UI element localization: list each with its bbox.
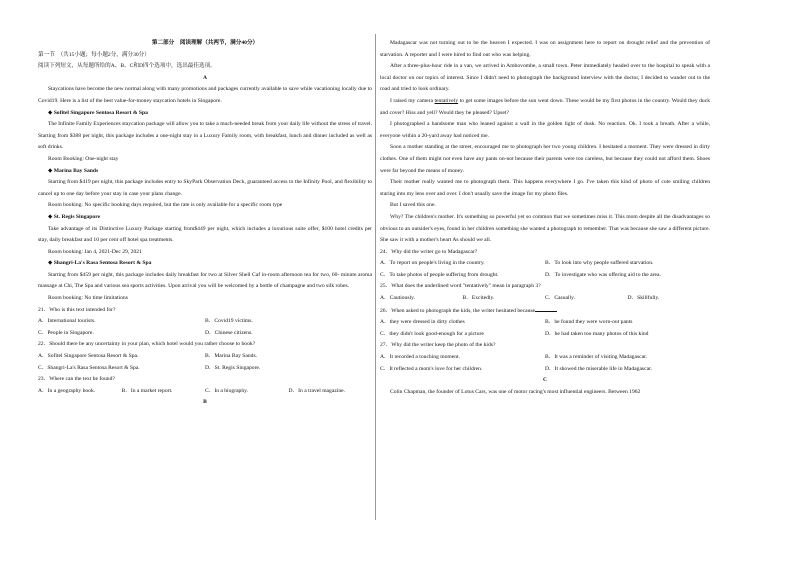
- option: A．In a geography book.: [38, 387, 96, 394]
- option: A．To report on people's living in the country.: [380, 260, 485, 267]
- option: D．Skillfully.: [627, 295, 660, 302]
- option: C．Casually.: [545, 295, 575, 302]
- right-column: [380, 38, 710, 398]
- option: D．St. Regis Singapore.: [205, 364, 261, 371]
- option: C．In a biography.: [205, 387, 248, 394]
- passage-b-label: B: [203, 399, 207, 406]
- question-27-options-2: [380, 364, 710, 376]
- passage-b-p5: Soon a mother standing at the street, encouraged me to photograph her two young children. I hesitated a moment. They were dressed in dirty clothes. One of them might not even have any pants on-not because their parents were too careless, but because they could not afford them. Shoes were far beyond the means of money.: [380, 144, 710, 174]
- option: C．It reflected a mom's love for her children.: [380, 365, 483, 372]
- hotel-1-booking: Room Booking: One-night stay: [48, 155, 119, 162]
- question-22-options: [38, 351, 372, 363]
- passage-c-label: C: [542, 377, 548, 384]
- section-title: 第二部分 阅读理解（共两节，满分40分）: [151, 40, 259, 46]
- passage-b-p6: Their mother really wanted me to photograph them. This happens everywhere I go. I've taken this kind of photo of cute smiling children staring into my lens over and over. I don't usually save the image for my photo files.: [380, 179, 710, 197]
- column-divider: [375, 34, 376, 520]
- hotel-2-desc: Starting from $419 per night, this package includes entry to SkyPark Observation Deck, guaranteed access to the Infinity Pool, and flexibility to cancel up to one day before your stay in case your plans change.: [38, 179, 372, 197]
- option: A．Sofitel Singapore Sentosa Resort & Spa.: [38, 353, 139, 360]
- p3-post: to get some images before the sun went down. These would be my first photos in the country. Would they duck and cover? Hiss and yell? Would they be pleased? Upset?: [380, 97, 710, 116]
- option: D．To investigate who was offering aid to the area.: [545, 271, 661, 278]
- option: D．he had taken too many photos of this kind: [545, 330, 649, 337]
- option: B．In a market report.: [121, 387, 173, 394]
- passage-b-p1: Madagascar was not turning out to be the heaven I expected. I was on assignment here to report on drought relief and the prevention of starvation. A reporter and I were hired to find out who was helping.: [380, 40, 710, 58]
- option: A．Cautiously.: [380, 295, 415, 302]
- left-column: [38, 38, 372, 409]
- option: C．they didn't look good-enough for a picture: [380, 330, 484, 337]
- option: A．It recorded a touching moment.: [380, 354, 460, 361]
- instruction: 阅读下列短文，从每题所给的A、B、C和D四个选项中，选出最佳选项。: [38, 63, 216, 70]
- question-25: 25．What does the underlined word "tentatively" mean in paragraph 3?: [380, 283, 541, 290]
- hotel-2-name: ◆ Marina Bay Sands: [48, 167, 99, 174]
- hotel-4-desc: Starting from $459 per night, this package includes daily breakfast for two at Silver Shell Caf in-room afternoon tea for two, 60- minute aroma massage at Chi, The Spa and various sea sports activities. Upon arrival you will be welcomed by a bottle of champagne and two silk robes.: [38, 271, 372, 290]
- option: B．Excitedly.: [462, 295, 495, 302]
- question-21: 21．Who is this text intended for?: [38, 306, 116, 313]
- hotel-1-name: ◆ Sofitel Singapore Sentosa Resort & Spa: [48, 109, 148, 116]
- question-23: 23．Where can the text be found?: [38, 376, 115, 383]
- option: C．To take photos of people suffering from drought.: [380, 271, 499, 278]
- passage-b-p4: I photographed a handsome man who leaned against a wall in the golden light of dusk. No reaction. Ok. I took a breath. After a while, everyone within a 20-yard away had noticed me.: [380, 121, 710, 139]
- question-22-options-2: [38, 363, 372, 375]
- question-24: 24．Why did the writer go to Madagascar?: [380, 248, 478, 255]
- p3-pre: I raised my camera: [390, 97, 435, 104]
- passage-c-start: Colin Chapman, the founder of Lotus Cars, was one of motor racing's most influential engineers. Between 1962: [390, 388, 641, 395]
- part1-title: 第一节 （共15小题；每小题2分，满分30分）: [38, 51, 150, 58]
- question-23-options: [38, 386, 372, 398]
- question-27: 27．Why did the writer keep the photo of the kids?: [380, 342, 496, 349]
- passage-a-intro: Staycations have become the new normal along with many promotions and packages currently available to save while vacationing locally due to Covid19. Here is a list of the best value-for-money staycation hotels in Singapore.: [38, 86, 372, 104]
- option: B．Marina Bay Sands.: [205, 353, 258, 360]
- answer-blank: [535, 305, 557, 312]
- option: A．International tourists.: [38, 318, 96, 325]
- question-24-options: [380, 258, 710, 270]
- option: B．To look into why people suffered starvation.: [545, 260, 654, 267]
- hotel-1-desc: The Infinite Family Experiences staycation package will allow you to take a much-needed break from your daily life without the stress of travel. Starting from $388 per night, this package includes a one-night stay in a Luxury Family room, with breakfast, lunch and dinner included as well as soft drinks.: [38, 121, 372, 151]
- question-26-text: 26．When asked to photograph the kids, the writer hesitated because: [380, 307, 536, 314]
- passage-b-p8: Why? The children's mother. It's something so powerful yet so common that we sometimes miss it. This mom despite all the disadvantages so obvious to an outsider's eyes, found in her children something she wanted a photograph to remember. That was because she saw a different picture. She saw it with a mother's heart As should we all.: [380, 213, 710, 244]
- hotel-4-name: ◆ Shangri-La's Rasa Sentosa Resort & Spa: [48, 260, 152, 267]
- option: C．Shangri-La's Rasa Sentosa Resort & Spa.: [38, 364, 140, 371]
- question-26: [380, 305, 710, 318]
- question-21-options-2: [38, 328, 372, 340]
- question-25-options: [380, 293, 710, 305]
- passage-b-p2: After a three-plus-hour ride in a van, we arrived in Ambovombe, a small town. Peter immediately headed over to the hospital to speak with a local doctor on our topics of interest. Since I didn't need to photograph the background interview with the doctor, I decided to wander out to the road and tried to look ordinary.: [380, 63, 710, 93]
- option: D．Chinese citizens.: [205, 329, 253, 336]
- option: D．It showed the miserable life in Madagascar.: [545, 365, 653, 372]
- hotel-4-booking: Room booking: No time limitations: [48, 295, 128, 302]
- question-24-options-2: [380, 270, 710, 282]
- hotel-3-booking: Room booking: Jan 4, 2021-Dec 29, 2021: [48, 248, 142, 255]
- underlined-word: tentatively: [434, 97, 459, 104]
- option: B．Covid19 victims.: [205, 318, 253, 325]
- option: A．they were dressed in dirty clothes: [380, 319, 465, 326]
- option: B．he found they were worn-out pants: [545, 319, 633, 326]
- hotel-2-booking: Room booking: No specific booking days required, but the rate is only available for a specific room type: [48, 202, 283, 209]
- question-26-options-2: [380, 329, 710, 341]
- question-26-options: [380, 317, 710, 329]
- question-21-options: [38, 316, 372, 328]
- option: B．It was a reminder of visiting Madagascar.: [545, 354, 648, 361]
- hotel-3-desc: Take advantage of its Distinctive Luxury Package starting from$449 per night, which includes a luxurious suite offer, $100 hotel credits per stay, daily breakfast and 10 per cent off hotel spa treatments.: [38, 225, 372, 244]
- hotel-3-name: ◆ St. Regis Singapore: [48, 213, 101, 220]
- question-27-options: [380, 352, 710, 364]
- option: C．People in Singapore.: [38, 329, 94, 336]
- passage-b-p3: [380, 96, 710, 119]
- option: D．In a travel magazine.: [288, 387, 346, 394]
- question-22: 22．Should there be any uncertainty in your plan, which hotel would you rather choose to book?: [38, 341, 256, 348]
- passage-b-p7: But I saved this one.: [390, 202, 436, 209]
- passage-a-label: A: [202, 74, 208, 81]
